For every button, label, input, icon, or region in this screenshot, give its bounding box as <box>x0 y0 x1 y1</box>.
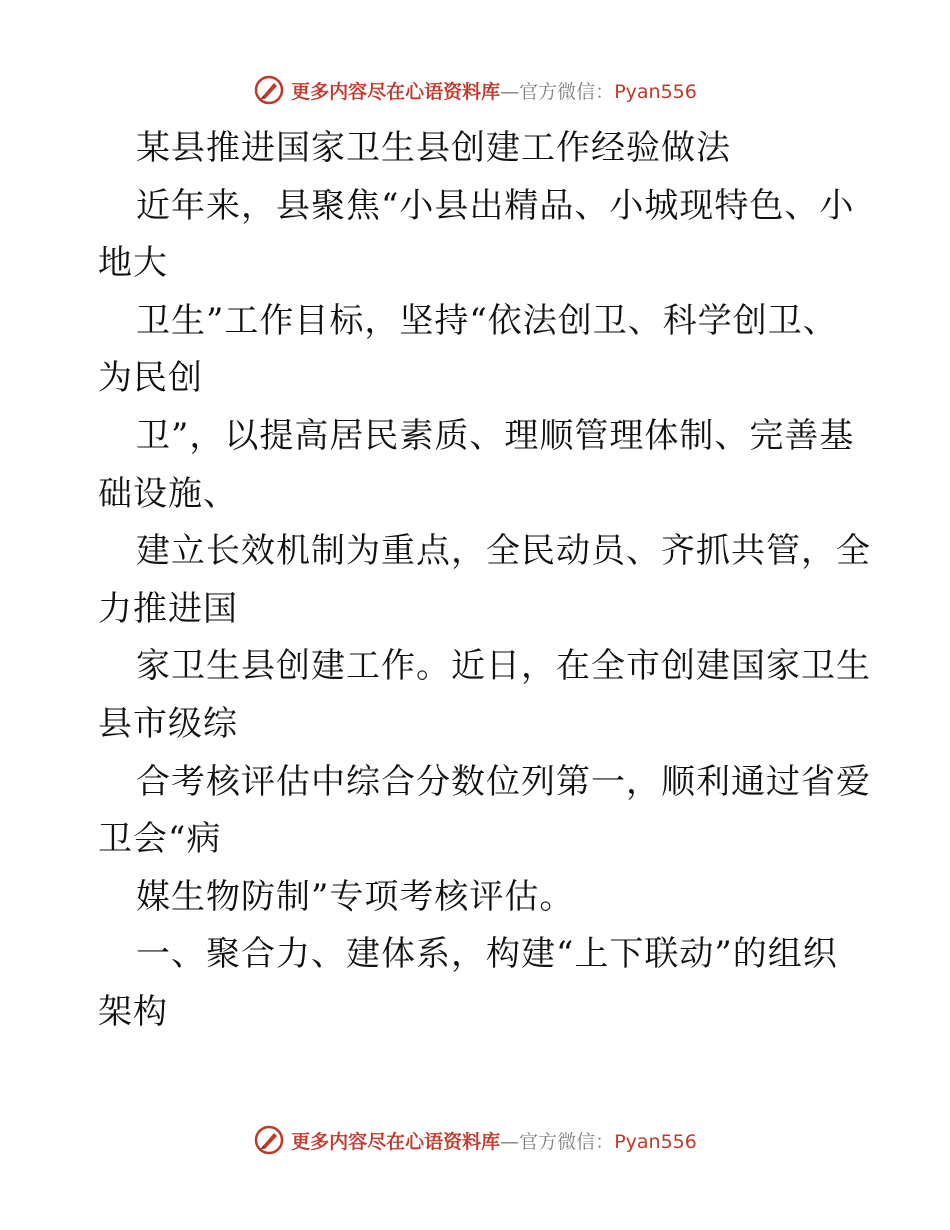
document-body <box>98 120 871 1042</box>
watermark-sub: 官方微信： <box>519 1130 615 1153</box>
pen-logo-icon <box>253 1124 285 1156</box>
document-line: 地大 <box>98 243 168 284</box>
watermark-main: 更多内容尽在心语资料库 <box>291 1130 501 1153</box>
document-line: 架构 <box>98 991 168 1032</box>
footer-watermark <box>0 1120 950 1160</box>
document-line: 力推进国 <box>98 588 238 629</box>
document-line: 近年来，县聚焦“小县出精品、小城现特色、小 <box>136 185 855 226</box>
watermark-main: 更多内容尽在心语资料库 <box>291 80 501 103</box>
pen-logo-icon <box>253 74 285 106</box>
watermark-text <box>291 1127 697 1154</box>
document-line: 础设施、 <box>98 473 238 514</box>
document-line: 一、聚合力、建体系，构建“上下联动”的组织 <box>136 934 838 975</box>
document-line: 卫会“病 <box>98 819 222 860</box>
document-line: 某县推进国家卫生县创建工作经验做法 <box>136 128 731 168</box>
document-line: 家卫生县创建工作。近日，在全市创建国家卫生 <box>136 646 871 687</box>
header-watermark <box>0 70 950 110</box>
watermark-dash: — <box>500 1130 520 1153</box>
document-line: 媒生物防制”专项考核评估。 <box>136 876 575 917</box>
watermark-id: Pyan556 <box>614 1130 697 1153</box>
document-line: 卫”，以提高居民素质、理顺管理体制、完善基 <box>136 415 855 456</box>
document-line: 为民创 <box>98 358 203 399</box>
watermark-id: Pyan556 <box>614 80 697 103</box>
document-line: 县市级综 <box>98 703 238 744</box>
document-line: 建立长效机制为重点，全民动员、齐抓共管，全 <box>136 531 871 572</box>
document-line: 卫生”工作目标，坚持“依法创卫、科学创卫、 <box>136 300 838 341</box>
watermark-dash: — <box>500 80 520 103</box>
watermark-sub: 官方微信： <box>519 80 615 103</box>
watermark-text <box>291 77 697 104</box>
document-line: 合考核评估中综合分数位列第一，顺利通过省爱 <box>136 761 871 802</box>
